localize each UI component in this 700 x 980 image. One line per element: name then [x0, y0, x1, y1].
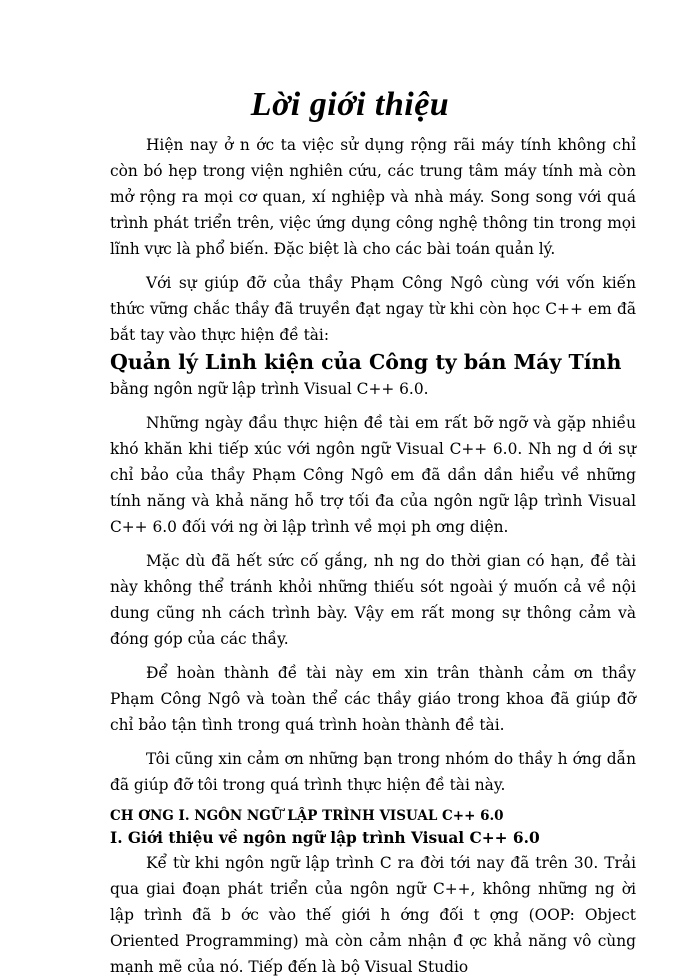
chapter-heading: CH ƠNG I. NGÔN NGỮ LẬP TRÌNH VISUAL C++ 6.0 [110, 808, 504, 824]
intro-paragraph-3: bằng ngôn ngữ lập trình Visual C++ 6.0. [110, 380, 429, 398]
section-heading: I. Giới thiệu về ngôn ngữ lập trình Visual C++ 6.0 [110, 829, 540, 847]
intro-paragraph-1: Hiện nay ở n ớc ta việc sử dụng rộng rãi máy tính không chỉ còn bó hẹp trong viện nghiên cứu, các trung tâm máy tính mà còn mở rộng ra mọi cơ quan, xí nghiệp và nhà máy. Song song với quá trình phát triển trên, việc ứng dụng công nghệ thông tin trong mọi lĩnh vực là phổ biến. Đặc biệt là cho các bài toán quản lý. [110, 136, 636, 258]
document-body [110, 132, 636, 980]
intro-paragraph-2: Với sự giúp đỡ của thầy Phạm Công Ngô cùng với vốn kiến thức vững chắc thầy đã truyền đạt ngay từ khi còn học C++ em đã bắt tay vào thực hiện đề tài: [110, 274, 636, 344]
intro-paragraph-4: Những ngày đầu thực hiện đề tài em rất bỡ ngỡ và gặp nhiều khó khăn khi tiếp xúc với ngôn ngữ Visual C++ 6.0. Nh ng d ới sự chỉ bảo của thầy Phạm Công Ngô em đã dần dần hiểu về những tính năng và khả năng hỗ trợ tối đa của ngôn ngữ lập trình Visual C++ 6.0 đối với ng ời lập trình về mọi ph ơng diện. [110, 414, 636, 536]
intro-paragraph-7: Tôi cũng xin cảm ơn những bạn trong nhóm do thầy h ớng dẫn đã giúp đỡ tôi trong quá trình thực hiện đề tài này. [110, 750, 636, 794]
page-title: Lời giới thiệu [250, 86, 450, 123]
intro-paragraph-6: Để hoàn thành đề tài này em xin trân thành cảm ơn thầy Phạm Công Ngô và toàn thể các thầy giáo trong khoa đã giúp đỡ chỉ bảo tận tình trong quá trình hoàn thành đề tài. [110, 664, 636, 734]
project-title: Quản lý Linh kiện của Công ty bán Máy Tính [110, 350, 622, 374]
section-paragraph: Kể từ khi ngôn ngữ lập trình C ra đời tới nay đã trên 30. Trải qua giai đoạn phát triển của ngôn ngữ C++, không những ng ời lập trình đã b ớc vào thế giới h ớng đối t ợng (OOP: Object Oriented Programming) mà còn cảm nhận đ ợc khả năng vô cùng mạnh mẽ của nó. Tiếp đến là bộ Visual Studio [110, 854, 636, 976]
intro-paragraph-5: Mặc dù đã hết sức cố gắng, nh ng do thời gian có hạn, đề tài này không thể tránh khỏi những thiếu sót ngoài ý muốn cả về nội dung cũng nh cách trình bày. Vậy em rất mong sự thông cảm và đóng góp của các thầy. [110, 552, 636, 648]
